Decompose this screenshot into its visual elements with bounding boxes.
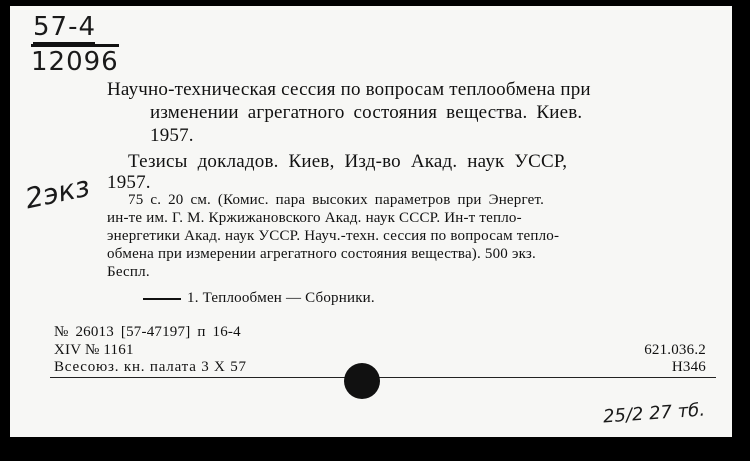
author-code: Н346	[671, 359, 706, 375]
udc-index: 621.036.2	[644, 342, 706, 358]
collation-line-3: энергетики Акад. наук УССР. Науч.-техн. сессия по вопросам тепло-	[107, 228, 560, 244]
shelf-mark-top: 57-4	[33, 12, 97, 42]
collation-line-2: ин-те им. Г. М. Кржижановского Акад. наук СССР. Ин-т тепло-	[107, 210, 522, 226]
registration-line-1: № 26013 [57-47197] п 16-4	[54, 324, 241, 340]
shelf-mark	[33, 14, 119, 75]
collation-line-4: обмена при измерении агрегатного состояния вещества). 500 экз.	[107, 246, 536, 262]
margin-note: 2экз	[22, 169, 93, 216]
subject-heading	[143, 290, 375, 307]
collation-line-1: 75 с. 20 см. (Комис. пара высоких параметров при Энергет.	[128, 192, 545, 208]
imprint-line-2: 1957.	[107, 172, 151, 193]
catalog-card	[10, 6, 732, 437]
ink-stamp	[344, 363, 380, 399]
title-line-3: 1957.	[150, 125, 194, 146]
shelf-mark-bottom: 12096	[31, 44, 119, 75]
title-line-2: изменении агрегатного состояния вещества. Киев.	[150, 102, 583, 123]
bottom-rule	[50, 377, 716, 378]
subject-heading-text: 1. Теплообмен — Сборники.	[187, 290, 375, 306]
book-chamber-line: Всесоюз. кн. палата 3 X 57	[54, 359, 247, 375]
handwritten-date: 25/2 27 тб.	[602, 399, 706, 428]
title-line-1: Научно-техническая сессия по вопросам теплообмена при	[107, 79, 591, 100]
collation-line-5: Беспл.	[107, 264, 150, 280]
imprint-line-1: Тезисы докладов. Киев, Изд-во Акад. наук УССР,	[128, 151, 568, 172]
registration-line-2: XIV № 1161	[54, 342, 134, 358]
